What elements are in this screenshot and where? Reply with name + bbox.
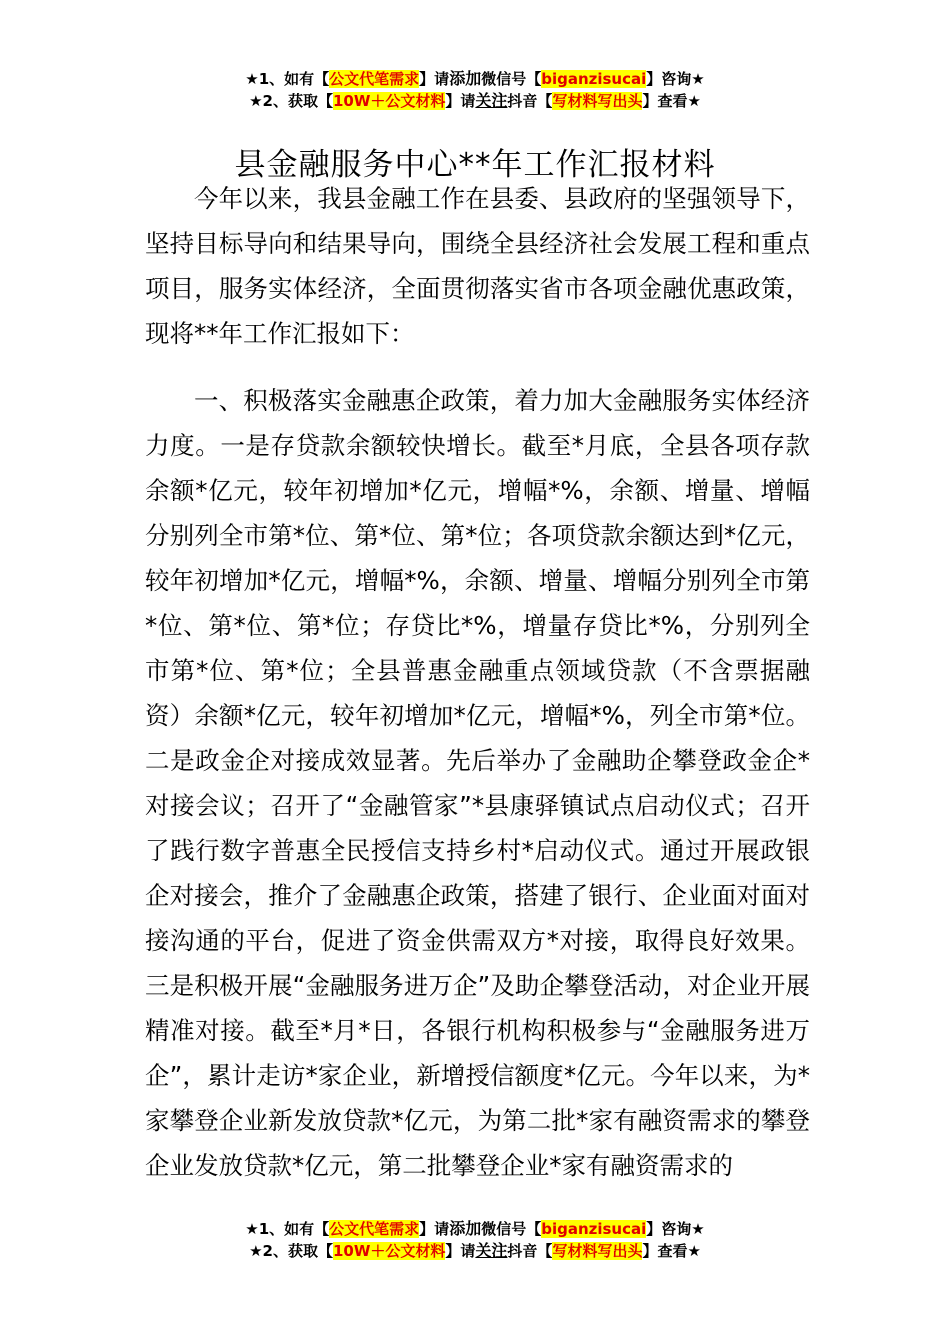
promo-emphasis: 关注 xyxy=(475,1241,508,1260)
paragraph-intro: 今年以来，我县金融工作在县委、县政府的坚强领导下，坚持目标导向和结果导向，围绕全县经济社会发展工程和重点项目，服务实体经济，全面贯彻落实省市各项金融优惠政策，现将**年工作汇报如下： xyxy=(145,184,810,348)
promo-text: ★1、如有【 xyxy=(245,1220,330,1238)
promo-text: ★1、如有【 xyxy=(245,70,330,88)
top-promo-banner xyxy=(0,68,950,112)
promo-highlight: 公文代笔需求 xyxy=(329,1220,420,1238)
promo-text: 】查看★ xyxy=(642,92,701,110)
promo-highlight: 10W＋公文材料 xyxy=(332,1242,446,1260)
promo-line-1 xyxy=(0,68,950,90)
promo-text: 】请 xyxy=(419,1220,450,1238)
promo-text: ★2、获取【 xyxy=(249,1242,333,1260)
promo-line-2 xyxy=(0,90,950,112)
document-title: 县金融服务中心**年工作汇报材料 xyxy=(234,146,716,183)
promo-highlight: biganzisucai xyxy=(541,1220,647,1238)
promo-line-1 xyxy=(0,1218,950,1240)
promo-text: 】咨询★ xyxy=(646,70,705,88)
promo-highlight: biganzisucai xyxy=(541,70,647,88)
promo-highlight: 写材料写出头 xyxy=(552,92,643,110)
bottom-promo-banner xyxy=(0,1218,950,1262)
promo-emphasis: 添加 xyxy=(449,69,482,88)
promo-text: 】查看★ xyxy=(642,1242,701,1260)
promo-text: 抖音【 xyxy=(507,1242,553,1260)
promo-highlight: 10W＋公文材料 xyxy=(332,92,446,110)
promo-text: 抖音【 xyxy=(507,92,553,110)
promo-line-2 xyxy=(0,1240,950,1262)
promo-highlight: 写材料写出头 xyxy=(552,1242,643,1260)
promo-text: 】咨询★ xyxy=(646,1220,705,1238)
promo-emphasis: 关注 xyxy=(475,91,508,110)
promo-text: ★2、获取【 xyxy=(249,92,333,110)
paragraph-section-1: 一、积极落实金融惠企政策，着力加大金融服务实体经济力度。一是存贷款余额较快增长。截至*月底，全县各项存款余额*亿元，较年初增加*亿元，增幅*%，余额、增量、增幅分别列全市第*位、第*位、第*位；各项贷款余额达到*亿元，较年初增加*亿元，增幅*%，余额、增量、增幅分别列全市第*位、第*位、第*位；存贷比*%，增量存贷比*%，分别列全市第*位、第*位；全县普惠金融重点领域贷款（不含票据融资）余额*亿元，较年初增加*亿元，增幅*%，列全市第*位。二是政金企对接成效显著。先后举办了金融助企攀登政金企*对接会议；召开了“金融管家”*县康驿镇试点启动仪式；召开了践行数字普惠全民授信支持乡村*启动仪式。通过开展政银企对接会，推介了金融惠企政策，搭建了银行、企业面对面对接沟通的平台，促进了资金供需双方*对接，取得良好效果。三是积极开展“金融服务进万企”及助企攀登活动，对企业开展精准对接。截至*月*日，各银行机构积极参与“金融服务进万企”，累计走访*家企业，新增授信额度*亿元。今年以来，为*家攀登企业新发放贷款*亿元，为第二批*家有融资需求的攀登企业发放贷款*亿元，第二批攀登企业*家有融资需求的 xyxy=(145,386,810,1180)
promo-text: 微信号【 xyxy=(481,1220,542,1238)
promo-text: 微信号【 xyxy=(481,70,542,88)
promo-text: 】请 xyxy=(419,70,450,88)
promo-text: 】请 xyxy=(445,1242,476,1260)
document-body xyxy=(145,176,810,1188)
promo-text: 】请 xyxy=(445,92,476,110)
promo-highlight: 公文代笔需求 xyxy=(329,70,420,88)
promo-emphasis: 添加 xyxy=(449,1219,482,1238)
